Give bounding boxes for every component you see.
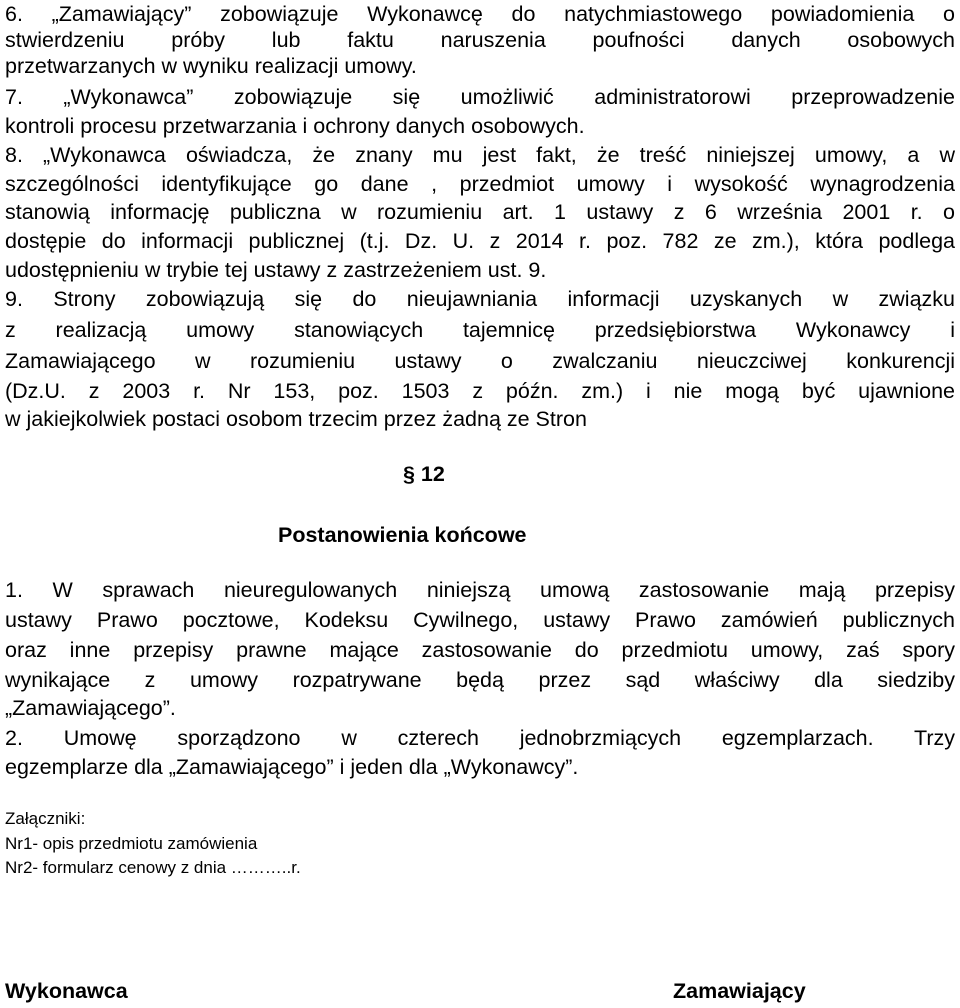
final-clause-1-line-2: ustawy Prawo pocztowe, Kodeksu Cywilnego, ustawy Prawo zamówień publicznych xyxy=(5,608,955,632)
clause-9-line-3: Zamawiającego w rozumieniu ustawy o zwalczaniu nieuczciwej konkurencji xyxy=(5,349,955,373)
clause-8-line-4: dostępie do informacji publicznej (t.j. Dz. U. z 2014 r. poz. 782 ze zm.), która podlega xyxy=(5,229,955,253)
clause-6-line-1: 6. „Zamawiający” zobowiązuje Wykonawcę do natychmiastowego powiadomienia o xyxy=(5,2,955,26)
clause-8-line-3: stanowią informację publiczna w rozumieniu art. 1 ustawy z 6 września 2001 r. o xyxy=(5,200,955,224)
clause-9-line-5: w jakiejkolwiek postaci osobom trzecim przez żadną ze Stron xyxy=(5,407,587,431)
signature-contractor: Wykonawca xyxy=(5,979,128,1003)
final-clause-2-line-2: egzemplarze dla „Zamawiającego” i jeden dla „Wykonawcy”. xyxy=(5,755,579,779)
final-clause-1-line-4: wynikające z umowy rozpatrywane będą przez sąd właściwy dla siedziby xyxy=(5,668,955,692)
clause-6-line-3: przetwarzanych w wyniku realizacji umowy. xyxy=(5,54,417,78)
attachment-item-2: Nr2- formularz cenowy z dnia ………..r. xyxy=(5,858,301,877)
clause-6-line-2: stwierdzeniu próby lub faktu naruszenia poufności danych osobowych xyxy=(5,28,955,52)
clause-8-line-2: szczególności identyfikujące go dane , przedmiot umowy i wysokość wynagrodzenia xyxy=(5,172,955,196)
final-clause-1-line-5: „Zamawiającego”. xyxy=(5,696,176,720)
clause-9-line-4: (Dz.U. z 2003 r. Nr 153, poz. 1503 z późn. zm.) i nie mogą być ujawnione xyxy=(5,379,955,403)
section-title: Postanowienia końcowe xyxy=(278,523,527,547)
attachment-item-1: Nr1- opis przedmiotu zamówienia xyxy=(5,834,258,853)
final-clause-1-line-1: 1. W sprawach nieuregulowanych niniejszą umową zastosowanie mają przepisy xyxy=(5,578,955,602)
attachments-heading: Załączniki: xyxy=(5,809,86,828)
clause-7-line-2: kontroli procesu przetwarzania i ochrony danych osobowych. xyxy=(5,114,585,138)
clause-9-line-2: z realizacją umowy stanowiących tajemnicę przedsiębiorstwa Wykonawcy i xyxy=(5,318,955,342)
final-clause-1-line-3: oraz inne przepisy prawne mające zastosowanie do przedmiotu umowy, zaś spory xyxy=(5,638,955,662)
clause-8-line-5: udostępnieniu w trybie tej ustawy z zastrzeżeniem ust. 9. xyxy=(5,258,547,282)
clause-8-line-1: 8. „Wykonawca oświadcza, że znany mu jest fakt, że treść niniejszej umowy, a w xyxy=(5,143,955,167)
clause-9-line-1: 9. Strony zobowiązują się do nieujawniania informacji uzyskanych w związku xyxy=(5,287,955,311)
section-number: § 12 xyxy=(403,462,445,486)
signature-ordering-party: Zamawiający xyxy=(673,979,806,1003)
clause-7-line-1: 7. „Wykonawca” zobowiązuje się umożliwić administratorowi przeprowadzenie xyxy=(5,85,955,109)
final-clause-2-line-1: 2. Umowę sporządzono w czterech jednobrzmiących egzemplarzach. Trzy xyxy=(5,726,955,750)
